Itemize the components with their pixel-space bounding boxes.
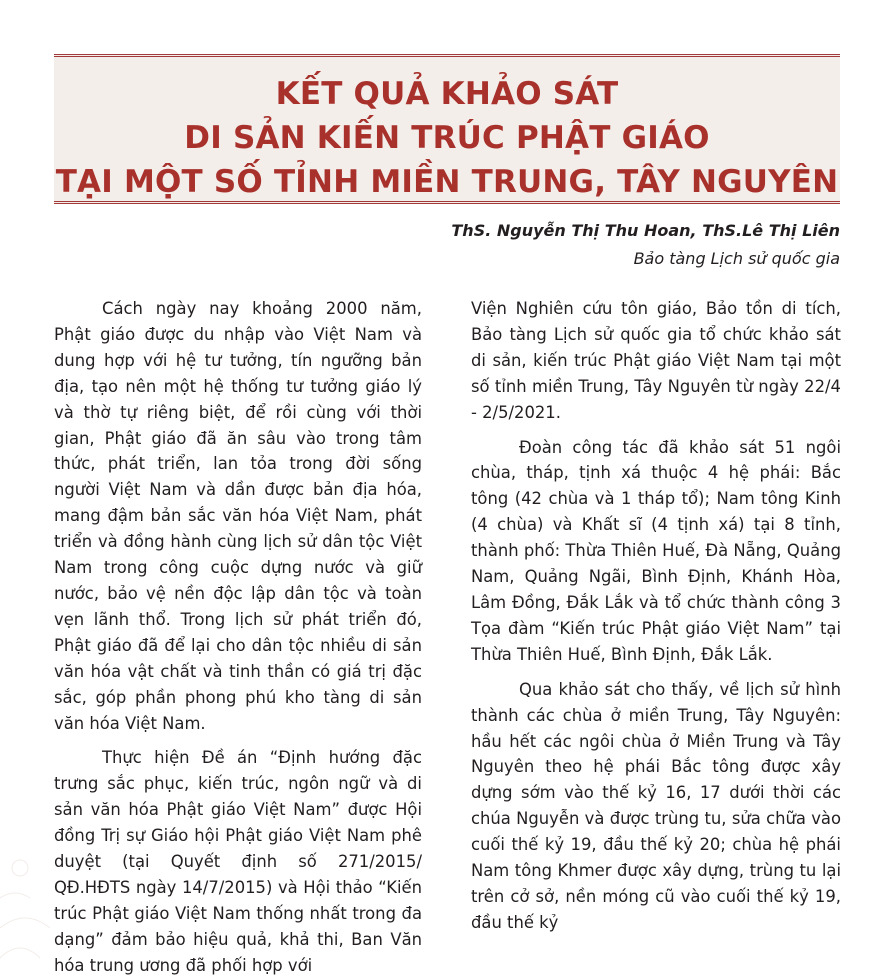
title-line-2: DI SẢN KIẾN TRÚC PHẬT GIÁO [184, 120, 710, 156]
affiliation: Bảo tàng Lịch sử quốc gia [633, 249, 840, 268]
right-paragraph-3: Qua khảo sát cho thấy, về lịch sử hình thành các chùa ở miền Trung, Tây Nguyên: hầu hết các ngôi chùa ở Miền Trung và Tây Nguyên theo hệ phái Bắc tông được xây dựng sớm vào thế kỷ 16, 17 dưới thời các chúa Nguyễn và được trùng tu, sửa chữa vào cuối thế kỷ 19, đầu thế kỷ 20; chùa hệ phái Nam tông Khmer được xây dựng, trùng tu lại trên cở sở, nền móng cũ vào cuối thế kỷ 19, đầu thế kỷ [471, 679, 841, 932]
right-paragraph-1: Viện Nghiên cứu tôn giáo, Bảo tồn di tích, Bảo tàng Lịch sử quốc gia tổ chức khảo sát di sản, kiến trúc Phật giáo Việt Nam tại một số tỉnh miền Trung, Tây Nguyên từ ngày 22/4 - 2/5/2021. [471, 299, 841, 422]
decorative-corner-pattern [0, 808, 60, 968]
right-paragraph-2: Đoàn công tác đã khảo sát 51 ngôi chùa, tháp, tịnh xá thuộc 4 hệ phái: Bắc tông (42 chùa và 1 tháp tổ); Nam tông Kinh (4 chùa) và Khất sĩ (4 tịnh xá) tại 8 tỉnh, thành phố: Thừa Thiên Huế, Đà Nẵng, Quảng Nam, Quảng Ngãi, Bình Định, Khánh Hòa, Lâm Đồng, Đắk Lắk và tổ chức thành công 3 Tọa đàm “Kiến trúc Phật giáo Việt Nam” tại Thừa Thiên Huế, Bình Định, Đắk Lắk. [471, 437, 841, 664]
right-column [471, 296, 841, 936]
byline [451, 218, 840, 274]
authors: ThS. Nguyễn Thị Thu Hoan, ThS.Lê Thị Liên [451, 221, 840, 240]
article-title-banner [54, 54, 840, 204]
left-paragraph-1: Cách ngày nay khoảng 2000 năm, Phật giáo được du nhập vào Việt Nam và dung hợp với hệ tư tưởng, tín ngưỡng bản địa, tạo nên một hệ thống tư tưởng giáo lý và thờ tự riêng biệt, để rồi cùng với thời gian, Phật giáo đã ăn sâu vào trong tâm thức, phát triển, lan tỏa trong đời sống người Việt Nam và dần được bản địa hóa, mang đậm bản sắc văn hóa Việt Nam, phát triển và đồng hành cùng lịch sử dân tộc Việt Nam trong công cuộc dựng nước và giữ nước, bảo vệ nền độc lập dân tộc và toàn vẹn lãnh thổ. Trong lịch sử phát triển đó, Phật giáo đã để lại cho dân tộc nhiều di sản văn hóa vật chất và tinh thần có giá trị đặc sắc, góp phần phong phú kho tàng di sản văn hóa Việt Nam. [54, 299, 422, 733]
left-paragraph-2: Thực hiện Đề án “Định hướng đặc trưng sắc phục, kiến trúc, ngôn ngữ và di sản văn hóa Phật giáo Việt Nam” được Hội đồng Trị sự Giáo hội Phật giáo Việt Nam phê duyệt (tại Quyết định số 271/2015/ QĐ.HĐTS ngày 14/7/2015) và Hội thảo “Kiến trúc Phật giáo Việt Nam thống nhất trong đa dạng” đảm bảo hiệu quả, khả thi, Ban Văn hóa trung ương đã phối hợp với [54, 748, 422, 975]
left-column [54, 296, 422, 979]
title-line-3: TẠI MỘT SỐ TỈNH MIỀN TRUNG, TÂY NGUYÊN [55, 164, 839, 200]
title-line-1: KẾT QUẢ KHẢO SÁT [275, 76, 619, 112]
